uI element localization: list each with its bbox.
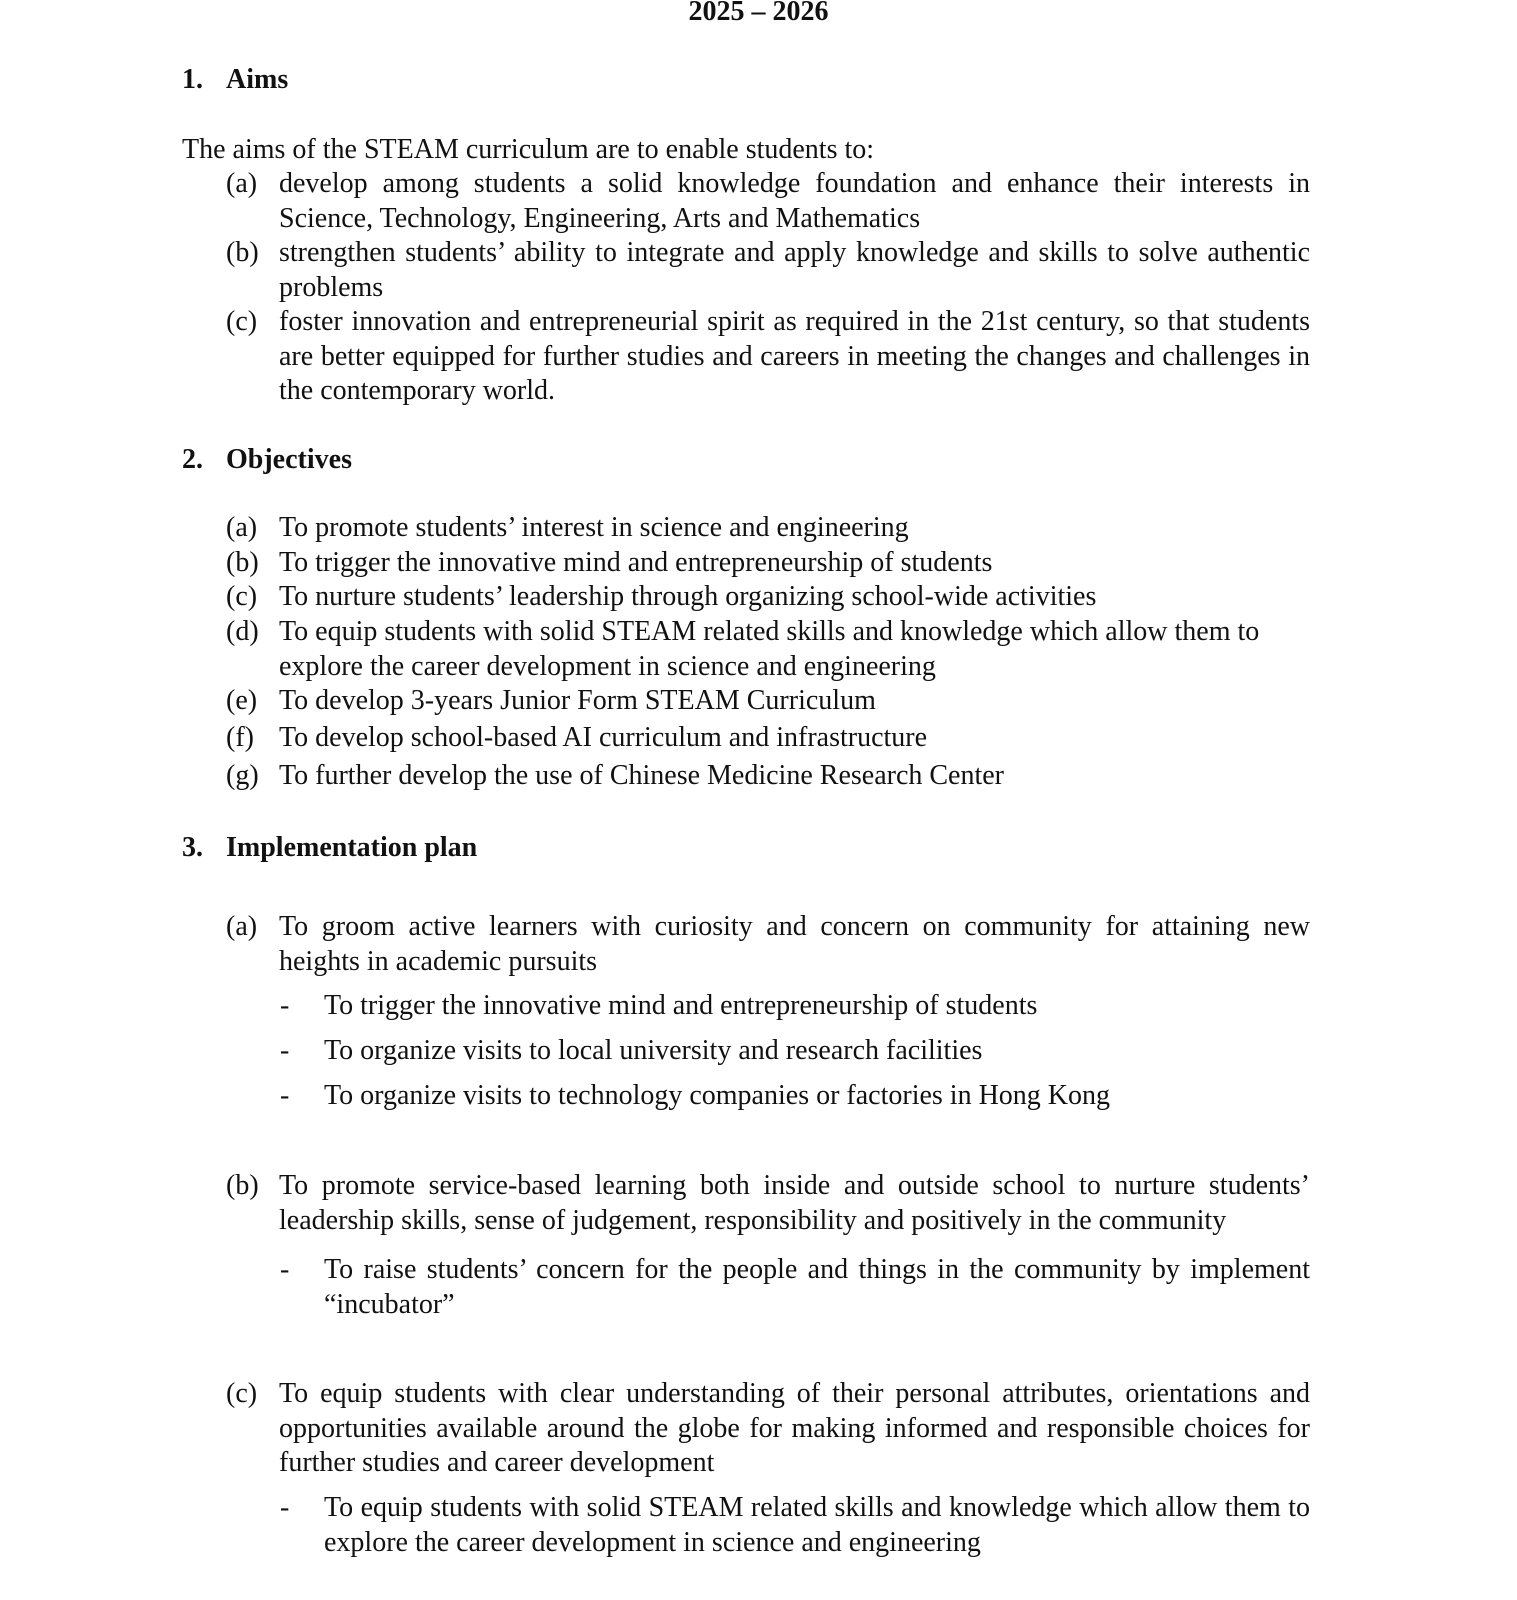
dash-bullet: - [280,990,290,1021]
item-marker: (e) [226,685,258,716]
item-marker: (b) [226,547,259,578]
item-marker: (f) [226,722,254,753]
item-text: To equip students with solid STEAM related skills and knowledge which allow them to explore the career development in science and engineering [279,616,1260,682]
item-text: To trigger the innovative mind and entrepreneurship of students [279,547,993,578]
item-text: To promote students’ interest in science and engineering [279,512,909,543]
dash-bullet: - [280,1080,290,1111]
item-text: To groom active learners with curiosity and concern on community for attaining new heights in academic pursuits [279,911,1310,977]
item-marker: (g) [226,760,259,791]
section-heading-aims [182,63,288,97]
item-marker: (c) [226,306,258,337]
dash-bullet: - [280,1035,290,1066]
item-text: To equip students with clear understanding of their personal attributes, orientations and opportunities available around the globe for making informed and responsible choices for further studies and career development [279,1378,1310,1478]
item-marker: (c) [226,1378,258,1409]
sub-item-text: To organize visits to local university and research facilities [324,1035,983,1066]
section-title: Objectives [226,444,352,475]
item-marker: (a) [226,512,258,543]
item-text: To develop 3-years Junior Form STEAM Curriculum [279,685,876,716]
sub-item-text: To trigger the innovative mind and entrepreneurship of students [324,990,1038,1021]
year-heading: 2025 – 2026 [688,0,829,27]
section-number: 2. [182,444,203,475]
section-title: Aims [226,64,289,95]
section-heading-implementation [182,831,477,865]
item-marker: (c) [226,581,258,612]
item-text: strengthen students’ ability to integrate and apply knowledge and skills to solve authentic problems [279,237,1310,303]
item-text: To promote service-based learning both inside and outside school to nurture students’ leadership skills, sense of judgement, responsibility and positively in the community [279,1170,1310,1236]
dash-bullet: - [280,1492,290,1523]
section-number: 3. [182,832,203,863]
sub-item-text: To raise students’ concern for the people and things in the community by implement “incubator” [324,1254,1310,1320]
item-text: develop among students a solid knowledge foundation and enhance their interests in Science, Technology, Engineering, Arts and Mathematics [279,168,1310,234]
item-text: To develop school-based AI curriculum and infrastructure [279,722,928,753]
sub-item-text: To equip students with solid STEAM related skills and knowledge which allow them to explore the career development in science and engineering [324,1492,1310,1558]
section-title: Implementation plan [226,832,478,863]
section-heading-objectives [182,443,352,477]
section-number: 1. [182,64,203,95]
item-marker: (a) [226,911,258,942]
item-marker: (b) [226,237,259,268]
item-marker: (d) [226,616,259,647]
item-text: To further develop the use of Chinese Medicine Research Center [279,760,1005,791]
aims-intro: The aims of the STEAM curriculum are to enable students to: [182,134,875,165]
sub-item-text: To organize visits to technology companies or factories in Hong Kong [324,1080,1111,1111]
item-marker: (b) [226,1170,259,1201]
dash-bullet: - [280,1254,290,1285]
item-text: foster innovation and entrepreneurial spirit as required in the 21st century, so that students are better equipped for further studies and careers in meeting the changes and challenges in the contemporary world. [279,306,1310,406]
item-marker: (a) [226,168,258,199]
item-text: To nurture students’ leadership through organizing school-wide activities [279,581,1097,612]
